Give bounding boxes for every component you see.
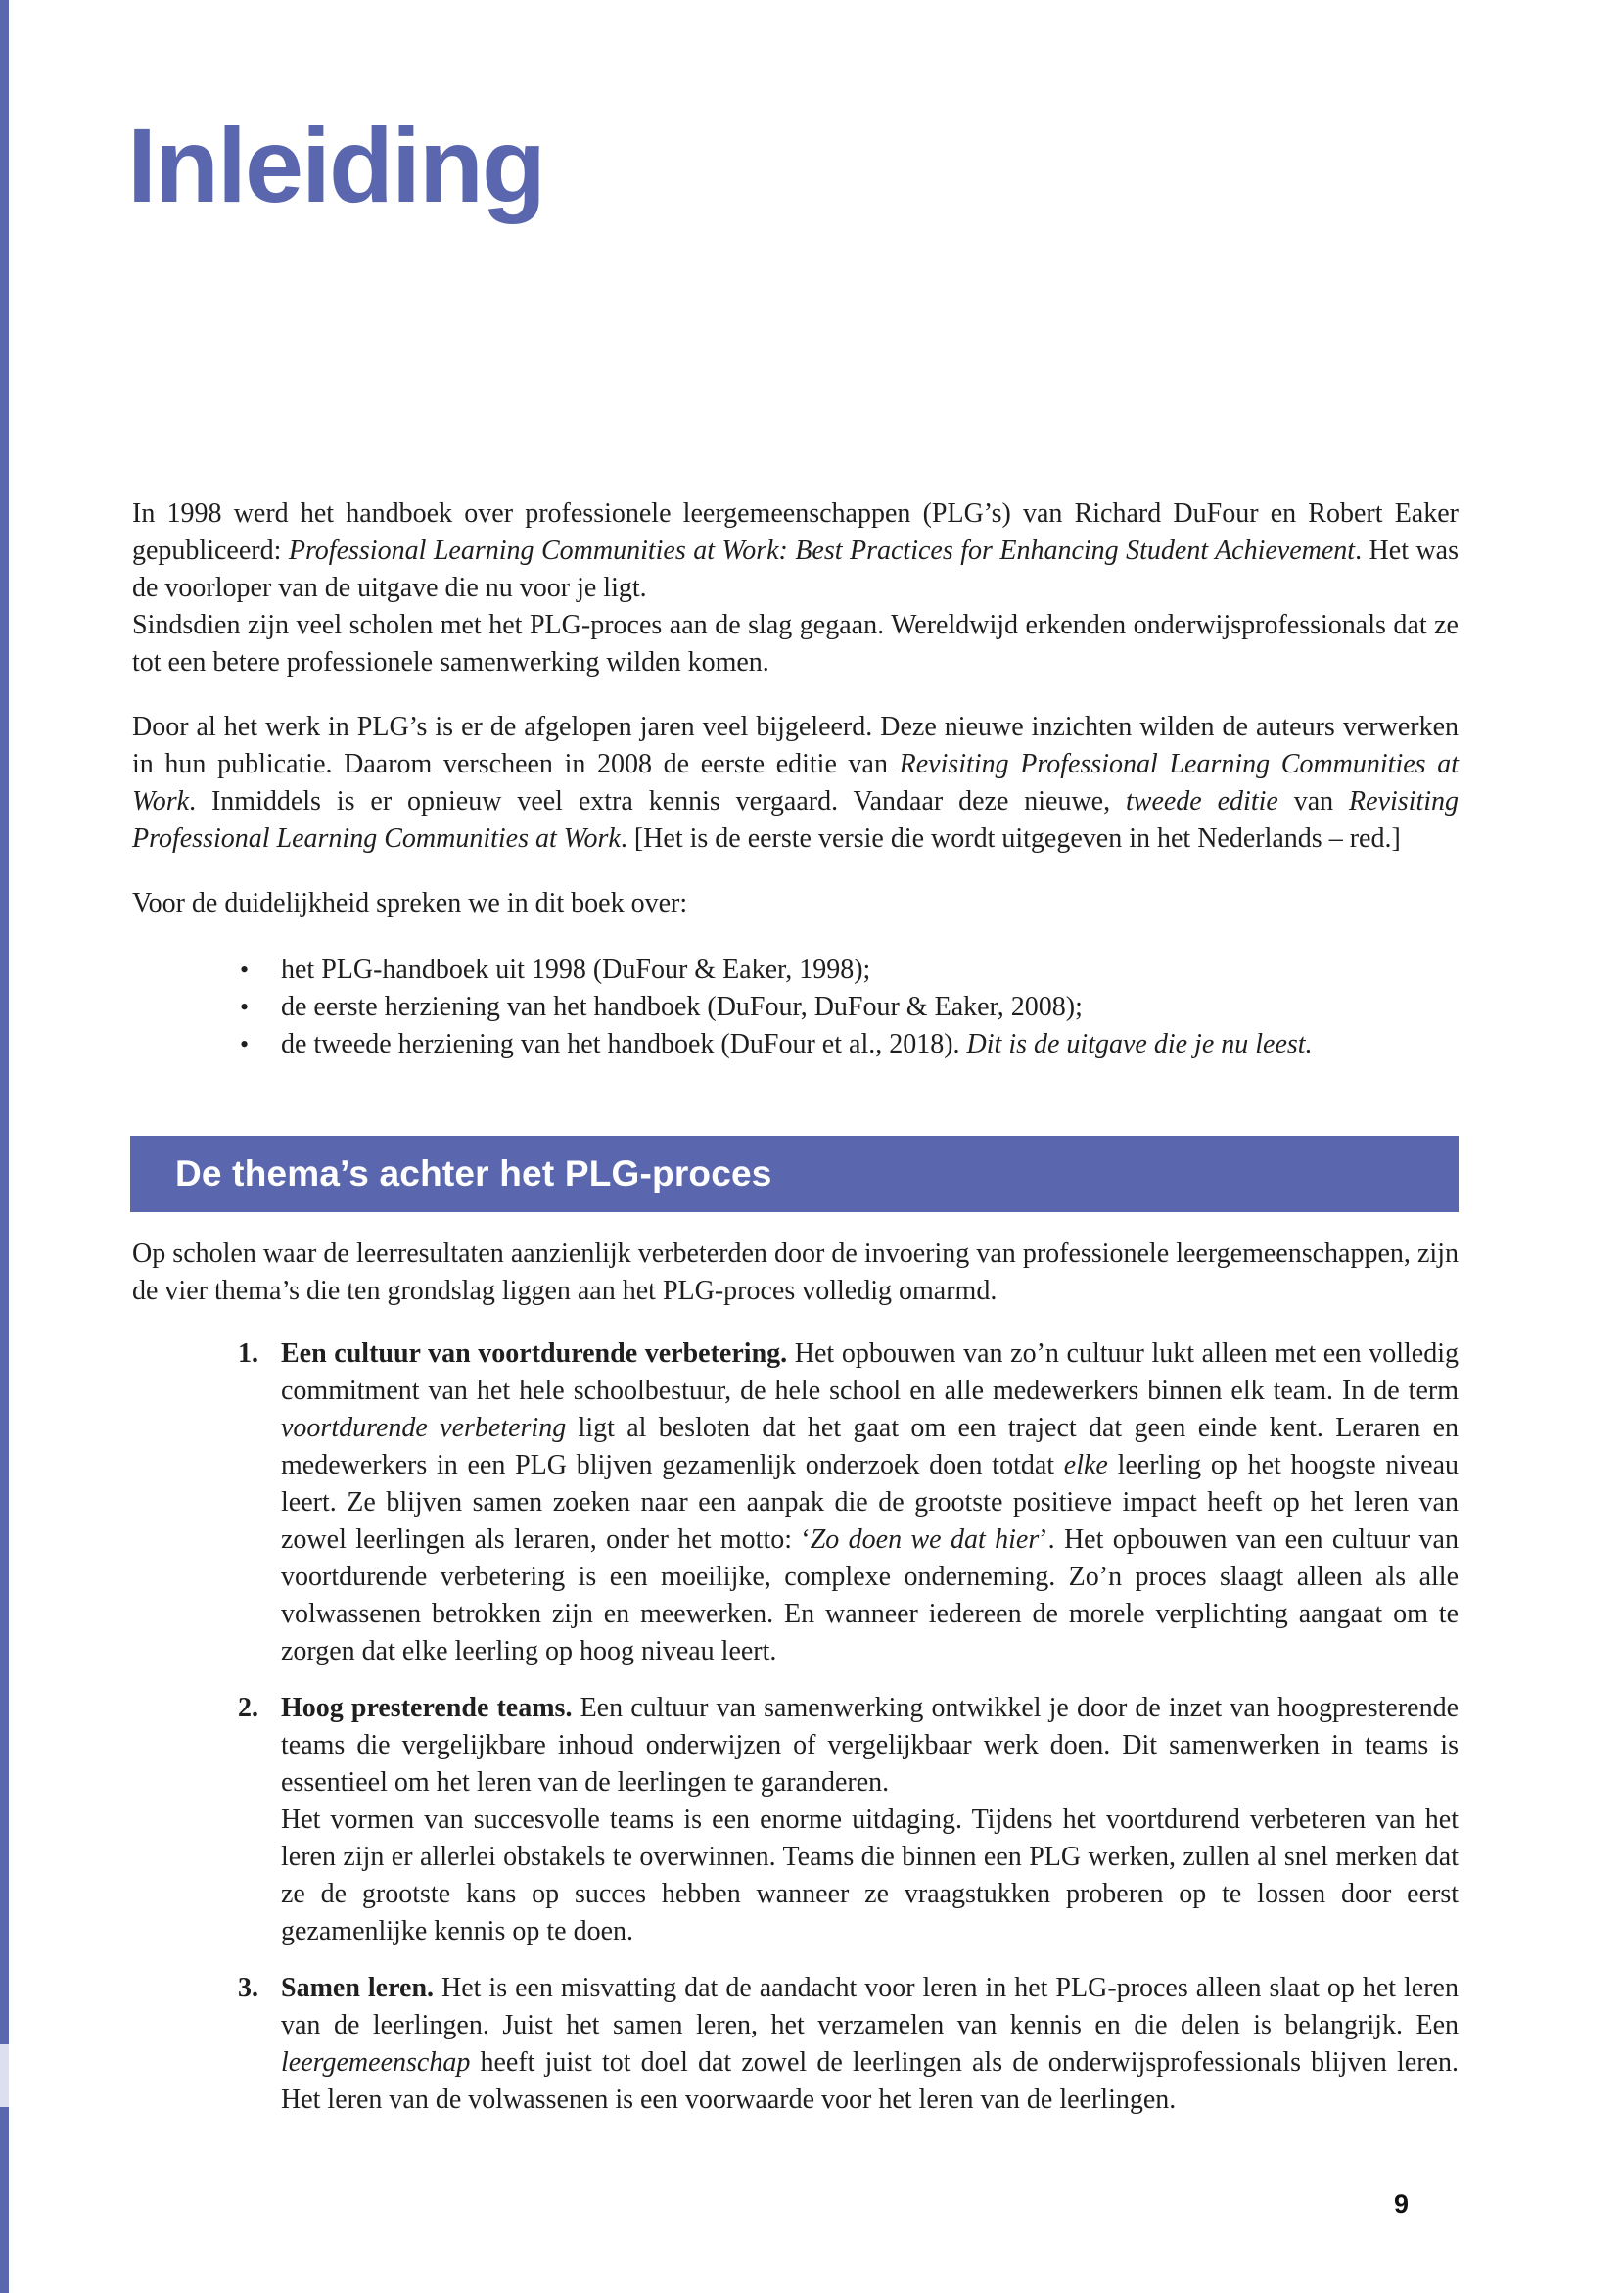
bullet-text: de tweede herziening van het handboek (DuFour et al., 2018). Dit is de uitgave die je nu leest. <box>281 1029 1313 1059</box>
page-number: 9 <box>1394 2189 1410 2219</box>
theme-item-3 <box>132 1970 1459 2119</box>
item-text: Een cultuur van voortdurende verbetering. Het opbouwen van zo’n cultuur lukt alleen met een volledig commitment van het hele schoolbestuur, de hele school en alle medewerkers binnen elk team. In de term voortdurende verbetering ligt al besloten dat het gaat om een traject dat geen einde kent. Leraren en medewerkers in een PLG blijven gezamenlijk onderzoek doen totdat elke leerling op het hoogste niveau leert. Ze blijven samen zoeken naar een aanpak die de grootste positieve impact heeft op het leren van zowel leerlingen als leraren, onder het motto: ‘Zo doen we dat hier’. Het opbouwen van een cultuur van voortdurende verbetering is een moeilijke, complexe onderneming. Zo’n proces slaagt alleen als alle volwassenen betrokken zijn en meewerken. En wanneer iedereen de morele verplichting aangaat om te zorgen dat elke leerling op hoog niveau leert. <box>281 1338 1459 1666</box>
theme-item-2 <box>132 1690 1459 1950</box>
themes-intro-paragraph: Op scholen waar de leerresultaten aanzienlijk verbeterden door de invoering van professionele leergemeenschappen, zijn de vier thema’s die ten grondslag liggen aan het PLG-proces volledig omarmd. <box>132 1239 1459 1306</box>
chapter-tab-lower <box>0 2107 9 2293</box>
clarification-bullet-list <box>132 952 1459 1063</box>
intro-paragraph-1: In 1998 werd het handboek over professionele leergemeenschappen (PLG’s) van Richard DuFour en Robert Eaker gepubliceerd: Professional Learning Communities at Work: Best Practices for Enhancing Student Achievement. Het was de voorloper van de uitgave die nu voor je ligt. Sindsdien zijn veel scholen met het PLG-proces aan de slag gegaan. Wereldwijd erkenden onderwijsprofessionals dat ze tot een betere professionele samenwerking wilden komen. <box>132 498 1459 678</box>
page-edge-stripe <box>0 0 9 2293</box>
theme-item-1 <box>132 1335 1459 1670</box>
bullet-text: het PLG-handboek uit 1998 (DuFour & Eaker, 1998); <box>281 955 871 985</box>
item-text: Hoog presterende teams. Een cultuur van samenwerking ontwikkel je door de inzet van hoogpresterende teams die vergelijkbare inhoud onderwijzen of vergelijkbaar werk doen. Dit samenwerken in teams is essentieel om het leren van de leerlingen te garanderen. Het vormen van succesvolle teams is een enorme uitdaging. Tijdens het voortdurend verbeteren van het leren zijn er allerlei obstakels te overwinnen. Teams die binnen een PLG werken, zullen al snel merken dat ze de grootste kans op succes hebben wanneer ze vraagstukken proberen op te lossen door eerst gezamenlijke kennis op te doen. <box>281 1693 1459 1946</box>
intro-paragraph-2: Door al het werk in PLG’s is er de afgelopen jaren veel bijgeleerd. Deze nieuwe inzichten wilden de auteurs verwerken in hun publicatie. Daarom verscheen in 2008 de eerste editie van Revisiting Professional Learning Communities at Work. Inmiddels is er opnieuw veel extra kennis vergaard. Vandaar deze nieuwe, tweede editie van Revisiting Professional Learning Communities at Work. [Het is de eerste versie die wordt uitgegeven in het Nederlands – red.] <box>132 712 1460 854</box>
chapter-tab-upper <box>0 0 9 2044</box>
chapter-tab-gap <box>0 2044 9 2107</box>
item-text: Samen leren. Het is een misvatting dat de aandacht voor leren in het PLG-proces alleen slaat op het leren van de leerlingen. Juist het samen leren, het verzamelen van kennis en die delen is belangrijk. Een leergemeenschap heeft juist tot doel dat zowel de leerlingen als de onderwijsprofessionals blijven leren. Het leren van de volwassenen is een voorwaarde voor het leren van de leerlingen. <box>281 1973 1459 2115</box>
bullet-text: de eerste herziening van het handboek (DuFour, DuFour & Eaker, 2008); <box>281 992 1083 1022</box>
list-item <box>132 1026 1459 1063</box>
bullet-icon <box>132 952 281 989</box>
intro-section <box>132 495 1459 1063</box>
item-number: 2. <box>238 1693 258 1723</box>
item-number: 3. <box>238 1973 258 2003</box>
page-title: Inleiding <box>127 106 544 224</box>
section-heading-banner <box>130 1136 1459 1212</box>
clarification-lead-in: Voor de duidelijkheid spreken we in dit boek over: <box>132 888 688 918</box>
list-item <box>132 952 1459 989</box>
list-item <box>132 989 1459 1026</box>
section-heading: De thema’s achter het PLG-proces <box>175 1153 772 1193</box>
bullet-icon <box>132 989 281 1026</box>
themes-numbered-list <box>132 1335 1459 2119</box>
bullet-icon <box>132 1026 281 1063</box>
item-number: 1. <box>238 1338 258 1369</box>
